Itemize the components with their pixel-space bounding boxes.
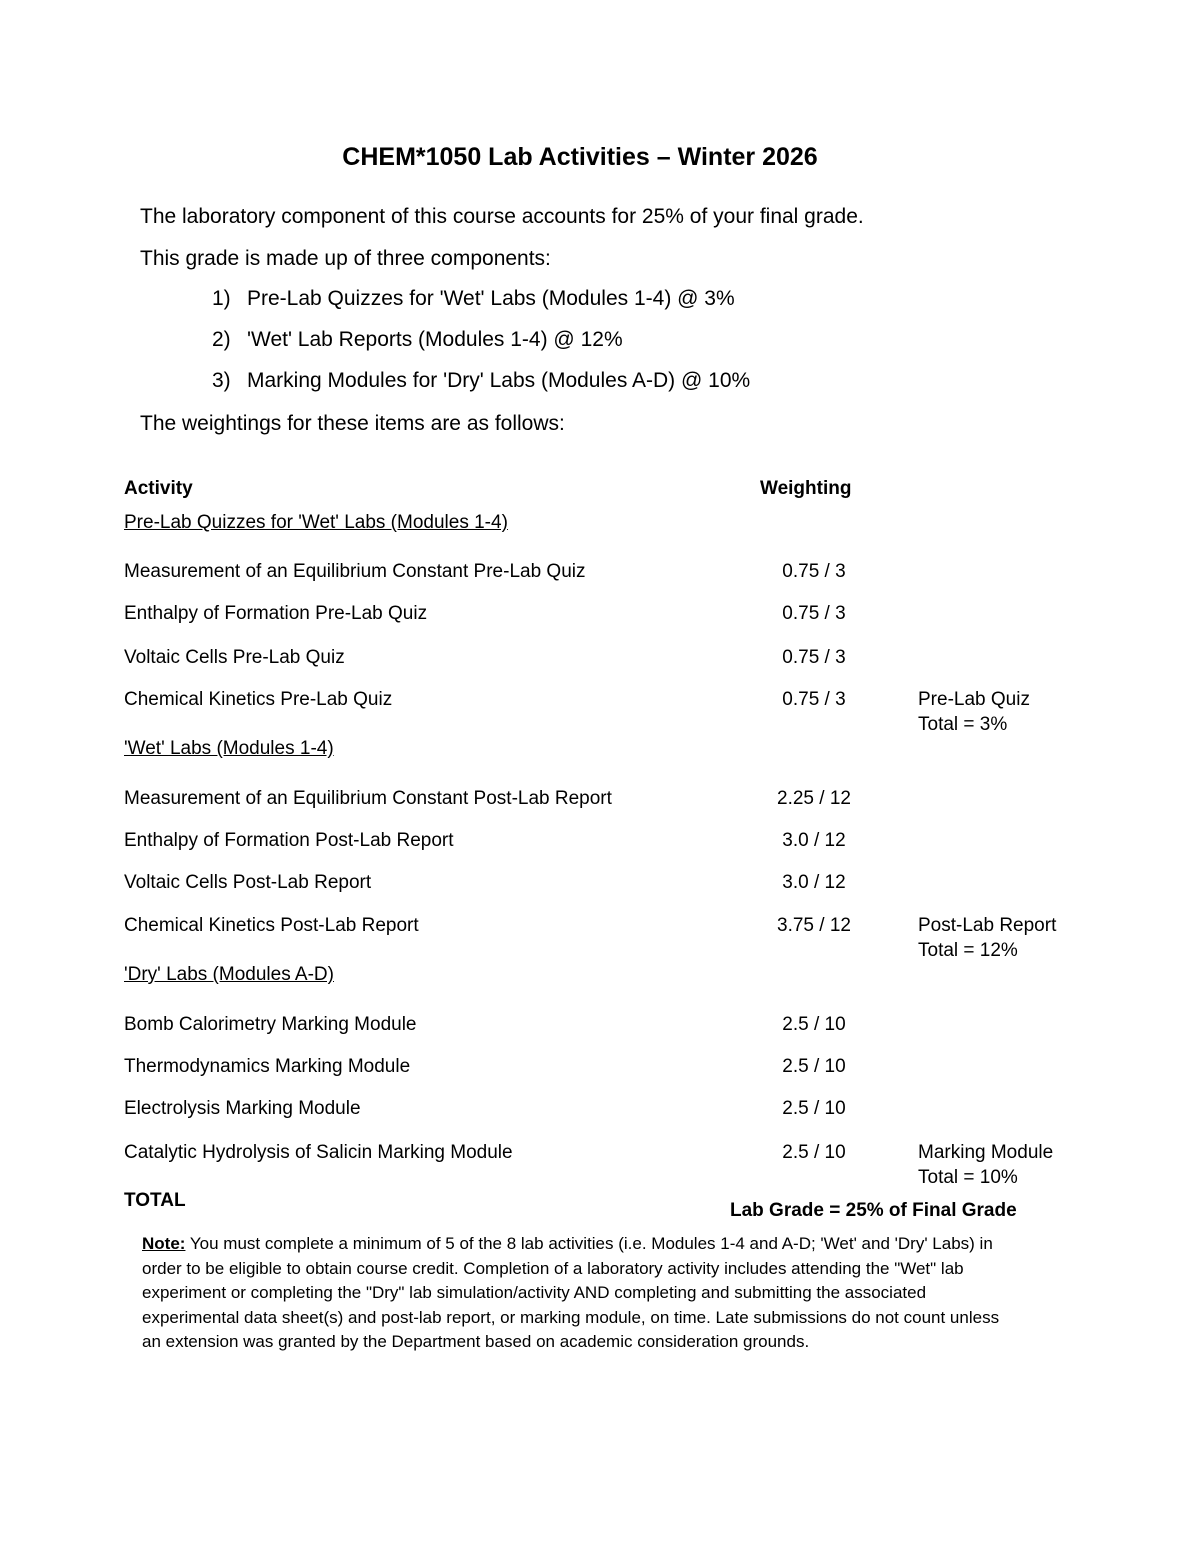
section-subtotal (918, 1140, 1118, 1190)
activity-name: Electrolysis Marking Module (124, 1098, 361, 1119)
activity-weighting: 2.5 / 10 (782, 1098, 846, 1119)
activity-weighting: 2.5 / 10 (782, 1014, 846, 1035)
activity-weighting: 2.5 / 10 (782, 1056, 846, 1077)
intro-line-weightings: The weightings for these items are as follows: (140, 412, 565, 435)
component-text: Pre-Lab Quizzes for 'Wet' Labs (Modules 1-4) @ 3% (247, 287, 735, 310)
section-subtotal (918, 687, 1118, 737)
section-subtotal (918, 913, 1118, 963)
section-heading: 'Wet' Labs (Modules 1-4) (124, 738, 334, 759)
note-label: Note: (142, 1234, 186, 1253)
subtotal-value: Total = 3% (918, 714, 1008, 735)
total-value: Lab Grade = 25% of Final Grade (730, 1200, 1017, 1221)
activity-name: Enthalpy of Formation Post-Lab Report (124, 830, 454, 851)
activity-name: Chemical Kinetics Post-Lab Report (124, 915, 419, 936)
activity-weighting: 2.5 / 10 (782, 1142, 846, 1163)
section-heading: Pre-Lab Quizzes for 'Wet' Labs (Modules 1-4) (124, 512, 508, 533)
note-paragraph (142, 1232, 1022, 1355)
activity-name: Measurement of an Equilibrium Constant Pre-Lab Quiz (124, 561, 586, 582)
component-number: 3) (212, 369, 231, 392)
subtotal-value: Total = 10% (918, 1167, 1018, 1188)
activity-weighting: 3.0 / 12 (782, 830, 846, 851)
activity-name: Thermodynamics Marking Module (124, 1056, 411, 1077)
total-label: TOTAL (124, 1190, 186, 1211)
component-number: 1) (212, 287, 231, 310)
component-text: 'Wet' Lab Reports (Modules 1-4) @ 12% (247, 328, 623, 351)
activity-name: Voltaic Cells Pre-Lab Quiz (124, 647, 345, 668)
activity-weighting: 0.75 / 3 (782, 689, 846, 710)
column-header-activity: Activity (124, 478, 193, 499)
component-text: Marking Modules for 'Dry' Labs (Modules A-D) @ 10% (247, 369, 751, 392)
subtotal-value: Total = 12% (918, 940, 1018, 961)
activity-name: Bomb Calorimetry Marking Module (124, 1014, 417, 1035)
section-heading: 'Dry' Labs (Modules A-D) (124, 964, 334, 985)
page-title: CHEM*1050 Lab Activities – Winter 2026 (342, 143, 818, 171)
activity-name: Enthalpy of Formation Pre-Lab Quiz (124, 603, 428, 624)
activity-name: Chemical Kinetics Pre-Lab Quiz (124, 689, 393, 710)
intro-line-components: This grade is made up of three components: (140, 247, 551, 270)
note-text: You must complete a minimum of 5 of the 8 lab activities (i.e. Modules 1-4 and A-D; 'Wet' and 'Dry' Labs) in order to be eligible to obtain course credit. Completion of a laboratory activity includes attending the "Wet" lab experiment or completing the "Dry" lab simulation/activity AND completing and submitting the associated experimental data sheet(s) and post-lab report, or marking module, on time. Late submissions do not count unless an extension was granted by the Department based on academic consideration grounds. (142, 1234, 1000, 1351)
activity-weighting: 3.75 / 12 (777, 915, 851, 936)
column-header-weighting: Weighting (760, 478, 852, 499)
subtotal-label: Pre-Lab Quiz (918, 689, 1030, 710)
activity-weighting: 0.75 / 3 (782, 561, 846, 582)
activity-name: Catalytic Hydrolysis of Salicin Marking Module (124, 1142, 513, 1163)
subtotal-label: Post-Lab Report (918, 915, 1057, 936)
intro-line-grade-share: The laboratory component of this course accounts for 25% of your final grade. (140, 205, 864, 228)
activity-name: Measurement of an Equilibrium Constant Post-Lab Report (124, 788, 612, 809)
activity-weighting: 3.0 / 12 (782, 872, 846, 893)
activity-name: Voltaic Cells Post-Lab Report (124, 872, 372, 893)
subtotal-label: Marking Module (918, 1142, 1054, 1163)
component-number: 2) (212, 328, 231, 351)
activity-weighting: 2.25 / 12 (777, 788, 851, 809)
activity-weighting: 0.75 / 3 (782, 647, 846, 668)
activity-weighting: 0.75 / 3 (782, 603, 846, 624)
